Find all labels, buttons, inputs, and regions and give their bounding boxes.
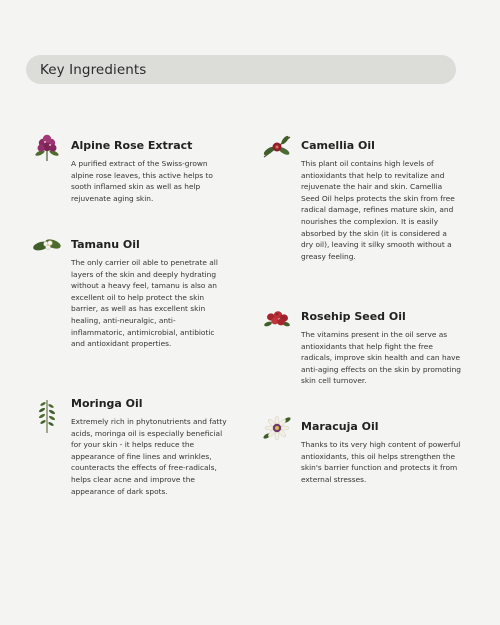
moringa-icon [31,395,63,433]
ingredient-maracuja [301,420,461,485]
ingredient-title: Moringa Oil [71,397,143,410]
maracuja-icon [261,412,293,444]
ingredient-description: This plant oil contains high levels of antioxidants that help to revitalize and rejuvenate the hair and skin. Camellia Seed Oil helps protects the skin from free radical damage, refines mature skin, and nourishes the complexion. It is easily absorbed by the skin (it is considered a dry oil), leaving it silky smooth without a greasy feeling. [301,159,455,261]
rosehip-icon [261,302,293,334]
ingredient-tamanu [71,238,225,350]
page-title: Key Ingredients [40,61,147,78]
ingredient-description: The only carrier oil able to penetrate all layers of the skin and deeply hydrating without a heavy feel, tamanu is also an excellent oil to help protect the skin barrier, as well as has excellent skin healing, anti-neuralgic, anti-inflammatoric, antimicrobial, antibiotic and antioxidant properties. [71,258,218,349]
ingredient-title: Rosehip Seed Oil [301,310,406,323]
ingredient-rosehip [301,310,461,387]
ingredient-description: The vitamins present in the oil serve as antioxidants that help fight the free radicals, improve skin health and can have anti-aging effects on the skin by promoting skin cell turnover. [301,330,461,386]
ingredient-title: Alpine Rose Extract [71,139,193,152]
header-bar [26,55,456,84]
ingredient-alpine-rose [71,139,231,204]
ingredient-description: Extremely rich in phytonutrients and fatty acids, moringa oil is especially beneficial for your skin - it helps reduce the appearance of fine lines and wrinkles, counteracts the effects of free-radicals, helps clear acne and improve the appearance of dark spots. [71,417,227,496]
ingredient-title: Camellia Oil [301,139,375,152]
alpine-rose-icon [31,131,63,163]
ingredient-title: Tamanu Oil [71,238,140,251]
ingredient-moringa [71,397,231,497]
tamanu-icon [31,230,63,262]
ingredient-description: A purified extract of the Swiss-grown alpine rose leaves, this active helps to sooth inflamed skin as well as help rejuvenate aging skin. [71,159,213,203]
ingredient-camellia [301,139,459,262]
ingredient-title: Maracuja Oil [301,420,379,433]
ingredient-description: Thanks to its very high content of powerful antioxidants, this oil helps strengthen the skin's barrier function and protects it from external stresses. [301,440,461,484]
camellia-icon [261,131,293,163]
